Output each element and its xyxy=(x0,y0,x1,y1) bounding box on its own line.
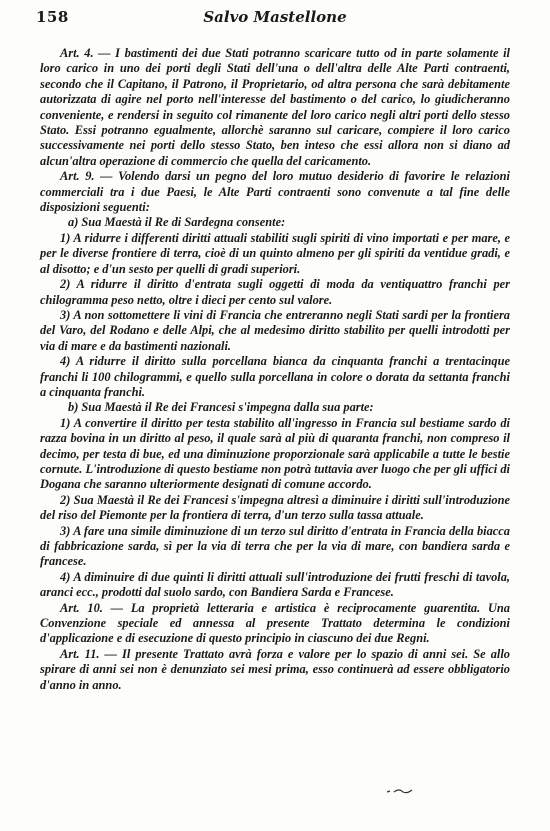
article-11 xyxy=(40,647,510,693)
section-b-heading: b) Sua Maestà il Re dei Francesi s'impegna dalla sua parte: xyxy=(68,400,374,415)
page-number: 158 xyxy=(36,8,69,26)
article-label: Art. 11. — xyxy=(60,646,117,661)
article-body: I bastimenti dei due Stati potranno scaricare tutto od in parte solamente il loro carico in uno dei porti degli Stati dell'una o dell'altra delle Alte Parti contraenti, secondo che il Capitano, il Patrono, il Proprietario, od altra persona che sarà debitamente autorizzata di agire nel porto nell'interesse del bastimento o del carico, lo giudicheranno conveniente, e rendersi in seguito col rimanente del loro carico negli altri porti dello stesso Stato. Essi potranno egualmente, allorchè saranno sul caricare, compiere il loro carico successivamente nei porti dello stesso Stato, ben inteso che essi allora non si diano ad alcun'altra operazione di commercio che quella del caricamento. xyxy=(40,46,511,168)
article-label: Art. 10. — xyxy=(60,600,124,615)
article-4 xyxy=(40,46,510,169)
article-9 xyxy=(40,169,510,215)
ink-mark xyxy=(385,786,415,799)
clause-b-4: 4) A diminuire di due quinti li diritti attuali sull'introduzione dei frutti freschi di tavola, aranci ecc., prodotti dal suolo sardo, con Bandiera Sarda e Francese. xyxy=(40,569,510,600)
running-title: Salvo Mastellone xyxy=(203,8,347,26)
clause-a-1: 1) A ridurre i differenti diritti attuali stabiliti sugli spiriti di vino importati e per mare, e per le diverse frontiere di terra, cioè di un quinto almeno per gli spiriti da ventidue gradi, e al disotto; e d'un sesto per quelli di gradi superiori. xyxy=(40,230,510,276)
article-body: Il presente Trattato avrà forza e valore per lo spazio di anni sei. Se allo spirare di anni sei non è denunziato sei mesi prima, esso continuerà ad essere obbligatorio d'anno in anno. xyxy=(40,646,510,692)
article-label: Art. 4. — xyxy=(60,46,111,60)
article-body: La proprietà letteraria e artistica è reciprocamente guarentita. Una Convenzione speciale ed annessa al presente Trattato determina le condizioni d'applicazione e di esecuzione di questo principio in ciascuno dei due Regni. xyxy=(40,600,510,646)
ink-mark-icon xyxy=(385,786,415,796)
clause-b-3: 3) A fare una simile diminuzione di un terzo sul diritto d'entrata in Francia della biacca di fabbricazione sarda, sì per la via di terra che per la via di mare, con bandiera sarda e francese. xyxy=(40,523,510,569)
section-a-heading: a) Sua Maestà il Re di Sardegna consente: xyxy=(68,215,286,230)
clause-a-3: 3) A non sottomettere li vini di Francia che entreranno negli Stati sardi per la frontiera del Varo, del Rodano e delle Alpi, che al medesimo diritto stabilito per quelli introdotti per via di mare e da bastimenti nazionali. xyxy=(40,307,510,353)
clause-a-2: 2) A ridurre il diritto d'entrata sugli oggetti di moda da ventiquattro franchi per chilogramma peso netto, oltre i dieci per cento sul valore. xyxy=(40,277,510,307)
clause-a-4: 4) A ridurre il diritto sulla porcellana bianca da cinquanta franchi a trentacinque franchi li 100 chilogrammi, e quello sulla porcellana in colore o dorata da settanta franchi a cinquanta franchi. xyxy=(40,354,510,399)
article-body: Volendo darsi un pegno del loro mutuo desiderio di favorire le relazioni commerciali tra i due Paesi, le Alte Parti contraenti sono convenute a tal fine delle disposizioni seguenti: xyxy=(40,169,510,215)
article-label: Art. 9. — xyxy=(60,169,113,184)
treaty-text xyxy=(40,46,510,693)
clause-b-1: 1) A convertire il diritto per testa stabilito all'ingresso in Francia sul bestiame sardo di razza bovina in un diritto al peso, il quale sarà al più di quaranta franchi, non compreso il decimo, per testa di bue, ed una diminuzione proporzionale sarà applicabile a tutte le bestie cornute. L'introduzione di questo bestiame non potrà tuttavia aver luogo che per gli uffici di Dogana che saranno ulteriormente designati di comune accordo. xyxy=(40,415,510,492)
page-header xyxy=(36,8,514,30)
clause-b-2: 2) Sua Maestà il Re dei Francesi s'impegna altresì a diminuire i diritti sull'introduzione del riso del Piemonte per la frontiera di terra, d'un terzo sulla tassa attuale. xyxy=(40,492,510,523)
article-10 xyxy=(40,601,510,647)
